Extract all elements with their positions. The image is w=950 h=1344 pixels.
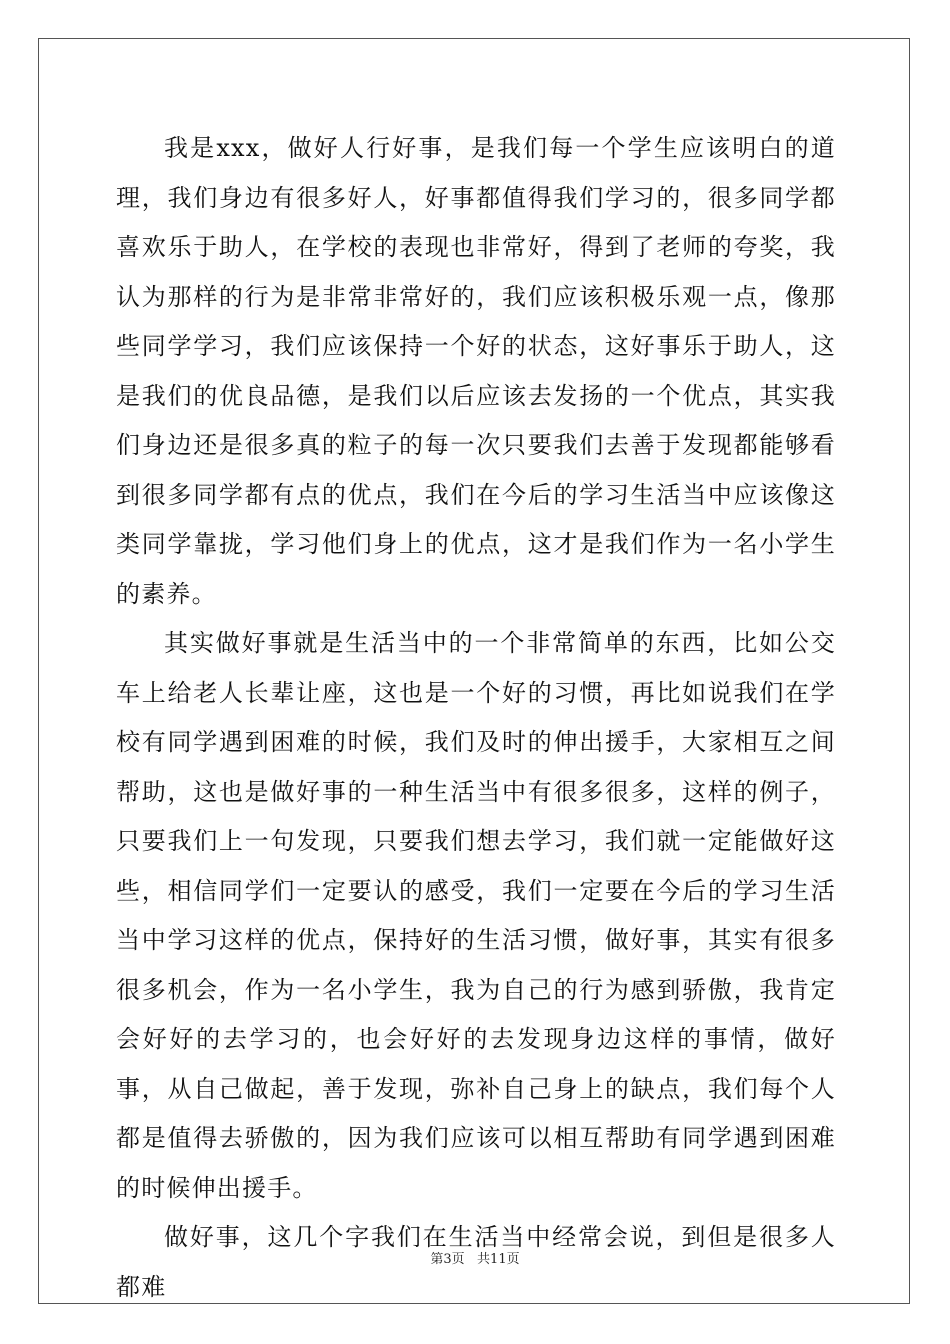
paragraph-3: 做好事，这几个字我们在生活当中经常会说，到但是很多人都难 xyxy=(116,1223,836,1301)
page-number-footer: 第3页 共11页 xyxy=(430,1252,520,1267)
paragraph-1: 我是xxx，做好人行好事，是我们每一个学生应该明白的道理，我们身边有很多好人，好事都值得我们学习的，很多同学都喜欢乐于助人，在学校的表现也非常好，得到了老师的夸奖，我认为那样的行为是非常非常好的，我们应该积极乐观一点，像那些同学学习，我们应该保持一个好的状态，这好事乐于助人，这是我们的优良品德，是我们以后应该去发扬的一个优点，其实我们身边还是很多真的粒子的每一次只要我们去善于发现都能够看到很多同学都有点的优点，我们在今后的学习生活当中应该像这类同学靠拢，学习他们身上的优点，这才是我们作为一名小学生的素养。 xyxy=(116,134,836,608)
paragraph-2: 其实做好事就是生活当中的一个非常简单的东西，比如公交车上给老人长辈让座，这也是一个好的习惯，再比如说我们在学校有同学遇到困难的时候，我们及时的伸出援手，大家相互之间帮助，这也是做好事的一种生活当中有很多很多，这样的例子，只要我们上一句发现，只要我们想去学习，我们就一定能做好这些，相信同学们一定要认的感受，我们一定要在今后的学习生活当中学习这样的优点，保持好的生活习惯，做好事，其实有很多很多机会，作为一名小学生，我为自己的行为感到骄傲，我肯定会好好的去学习的，也会好好的去发现身边这样的事情，做好事，从自己做起，善于发现，弥补自己身上的缺点，我们每个人都是值得去骄傲的，因为我们应该可以相互帮助有同学遇到困难的时候伸出援手。 xyxy=(116,629,836,1202)
document-body xyxy=(116,124,836,1312)
